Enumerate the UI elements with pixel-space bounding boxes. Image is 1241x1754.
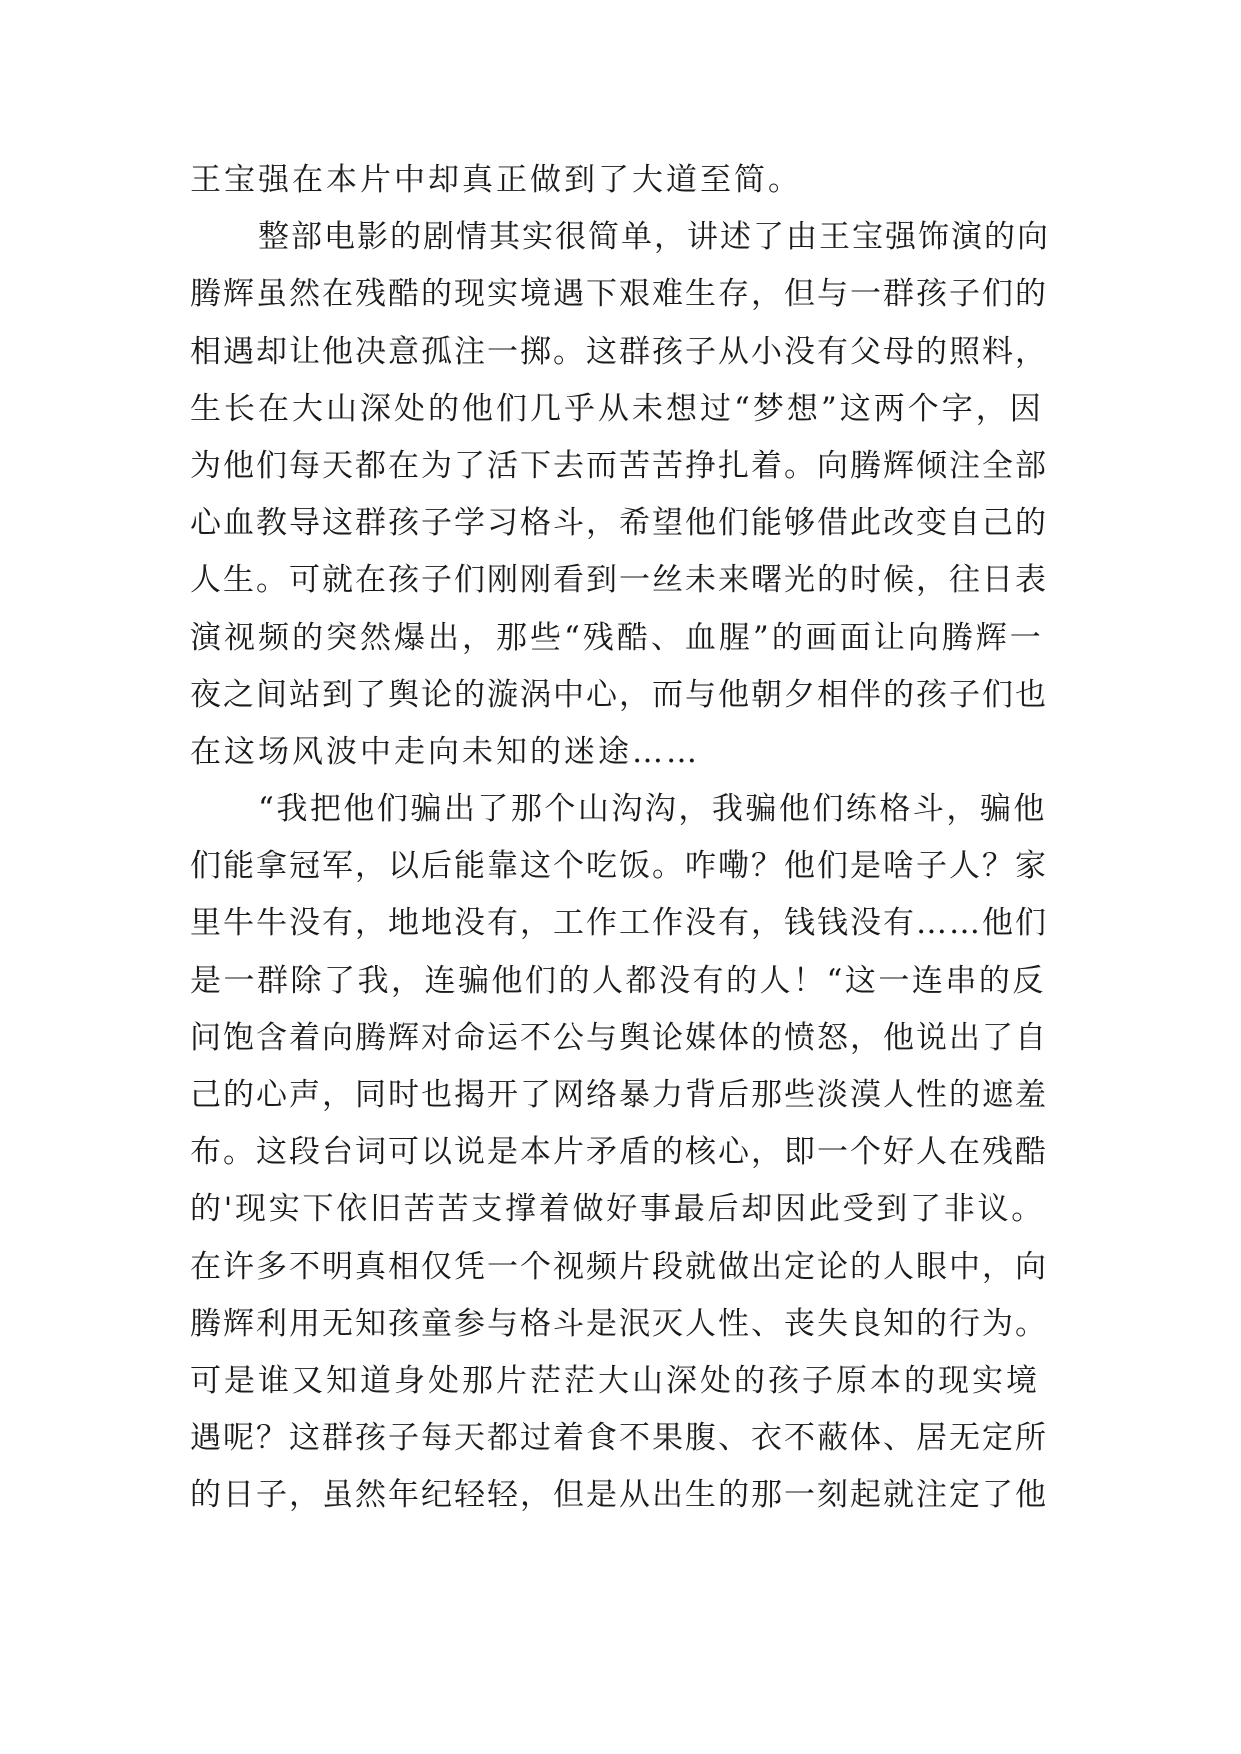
body-text	[190, 152, 1050, 1525]
text-line: 在许多不明真相仅凭一个视频片段就做出定论的人眼中，向	[190, 1248, 1048, 1285]
text-line: 演视频的突然爆出，那些“残酷、血腥”的画面让向腾辉一	[190, 619, 1044, 656]
text-line: 的日子，虽然年纪轻轻，但是从出生的那一刻起就注定了他	[190, 1477, 1048, 1514]
text-line: 是一群除了我，连骗他们的人都没有的人！“这一连串的反	[190, 962, 1046, 999]
text-line: 遇呢？这群孩子每天都过着食不果腹、衣不蔽体、居无定所	[190, 1420, 1048, 1457]
text-line: 相遇却让他决意孤注一掷。这群孩子从小没有父母的照料，	[190, 333, 1048, 370]
text-line: 们能拿冠军，以后能靠这个吃饭。咋嘞？他们是啥子人？家	[190, 848, 1048, 885]
text-line: 生长在大山深处的他们几乎从未想过“梦想”这两个字，因	[190, 390, 1044, 427]
text-line: 王宝强在本片中却真正做到了大道至简。	[190, 162, 802, 198]
text-line: 里牛牛没有，地地没有，工作工作没有，钱钱没有……他们	[190, 905, 1048, 942]
text-line: 布。这段台词可以说是本片矛盾的核心，即一个好人在残酷	[190, 1134, 1048, 1171]
text-line: 夜之间站到了舆论的漩涡中心，而与他朝夕相伴的孩子们也	[190, 676, 1048, 713]
text-line: 在这场风波中走向未知的迷途……	[190, 733, 700, 770]
text-line: 为他们每天都在为了活下去而苦苦挣扎着。向腾辉倾注全部	[190, 447, 1048, 484]
text-line: 腾辉虽然在残酷的现实境遇下艰难生存，但与一群孩子们的	[190, 276, 1048, 313]
text-line: 己的心声，同时也揭开了网络暴力背后那些淡漠人性的遮羞	[190, 1077, 1048, 1113]
text-line: “我把他们骗出了那个山沟沟，我骗他们练格斗，骗他	[258, 791, 1047, 828]
text-line: 心血教导这群孩子学习格斗，希望他们能够借此改变自己的	[190, 505, 1048, 542]
text-line: 整部电影的剧情其实很简单，讲述了由王宝强饰演的向	[258, 219, 1050, 256]
text-line: 腾辉利用无知孩童参与格斗是泯灭人性、丧失良知的行为。	[190, 1305, 1048, 1342]
text-line: 人生。可就在孩子们刚刚看到一丝未来曙光的时候，往日表	[190, 562, 1048, 599]
text-line: 的'现实下依旧苦苦支撑着做好事最后却因此受到了非议。	[190, 1191, 1046, 1228]
text-line: 可是谁又知道身处那片茫茫大山深处的孩子原本的现实境	[190, 1362, 1040, 1399]
text-line: 问饱含着向腾辉对命运不公与舆论媒体的愤怒，他说出了自	[190, 1019, 1048, 1056]
